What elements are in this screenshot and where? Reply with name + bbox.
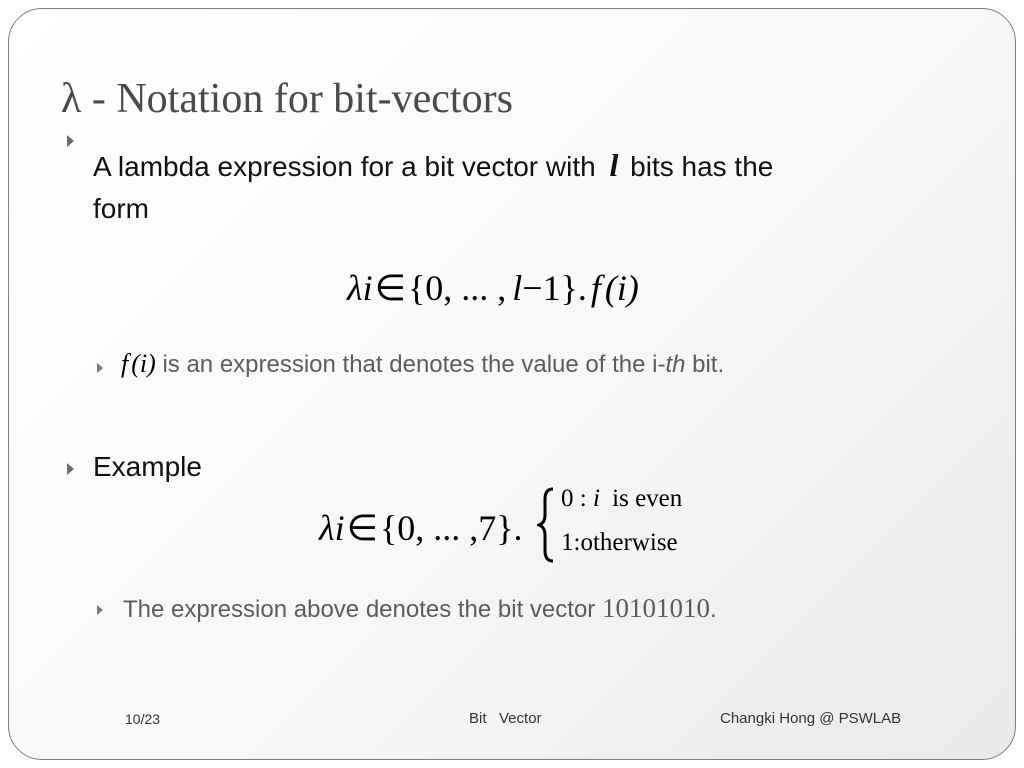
func-f: f [590,268,601,308]
formula-lambda-example [319,507,523,549]
set-open: {0, ... , [407,268,507,308]
case-otherwise [561,529,678,557]
case-even [561,485,682,513]
sub-bullet-text: The expression above denotes the bit vector [123,596,602,623]
element-of-symbol: ∈ [374,268,406,308]
sub-bullet-arrow-icon [97,363,103,373]
formula-lambda-general [347,267,639,309]
bullet-arrow-icon [67,463,74,475]
footer-page-number: 10/23 [125,711,161,727]
bit-vector-value: 10101010 [601,593,710,623]
var-i: i [334,508,345,548]
var-l: l [512,268,523,308]
bullet-example: Example [93,451,202,482]
var-i: i [362,268,373,308]
func-f: f [121,349,129,378]
bullet-arrow-icon [67,135,74,147]
footer-author: Changki Hong @ PSWLAB [720,710,902,727]
bullet-text: A lambda expression for a bit vector with [93,151,596,182]
bullet-lambda-expression [93,147,773,184]
slide-title: λ - Notation for bit-vectors [61,76,513,122]
case-even-value: 0 : [561,485,587,512]
case-otherwise-value: 1: [561,529,581,556]
set-example: {0, ... ,7}. [379,508,523,548]
var-i: i [592,485,600,512]
var-l: l [609,147,619,183]
case-even-text: is even [612,485,683,512]
footer-center-title: Bit Vector [469,710,542,727]
element-of-symbol: ∈ [346,508,378,548]
sub-bullet-italic: th [665,351,686,378]
lambda-symbol: λ [319,508,335,548]
sub-bullet-result [123,593,717,624]
case-otherwise-text: otherwise [580,529,678,556]
func-arg: (i) [131,349,156,378]
sub-bullet-arrow-icon [97,605,103,615]
slide [8,8,1016,760]
sub-bullet-text-end: . [709,596,717,623]
bullet-line2: form [93,193,149,224]
minus-one: −1}. [522,268,587,308]
lambda-symbol: λ [347,268,363,308]
sub-bullet-text-end: bit. [685,351,725,378]
func-arg: (i) [604,268,639,308]
bullet-text-end: bits has the [630,151,774,182]
sub-bullet-f-of-i [121,349,724,379]
sub-bullet-text: is an expression that denotes the value of the i- [155,351,666,378]
curly-brace-icon [537,485,557,565]
